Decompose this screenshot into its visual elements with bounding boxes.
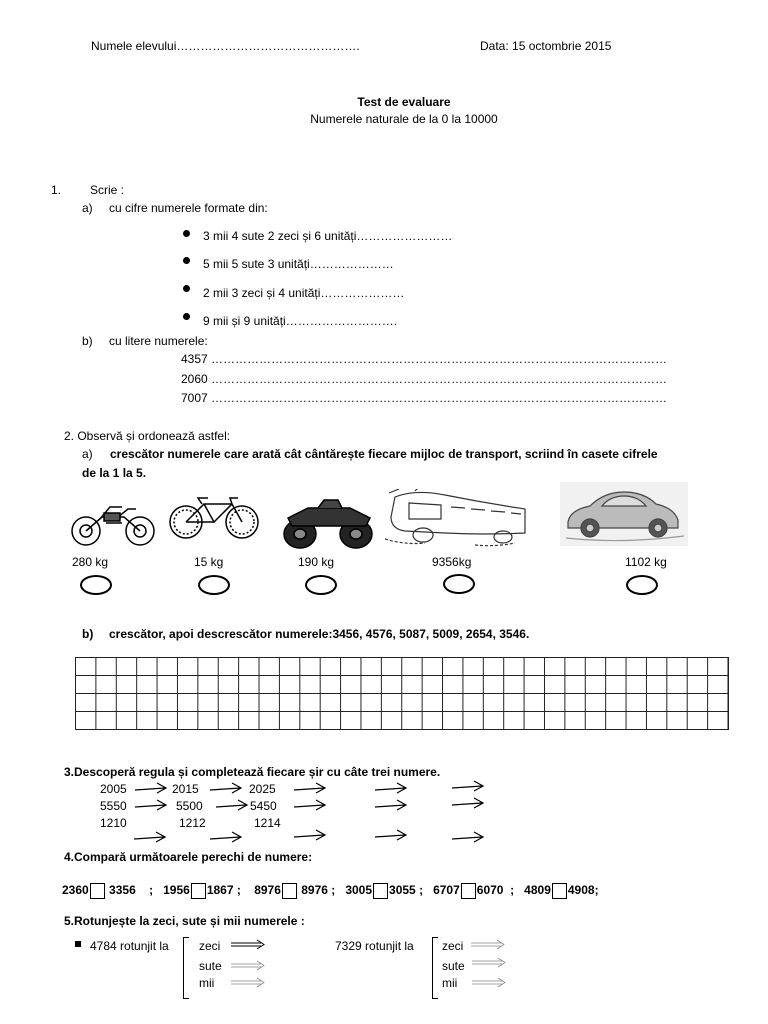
arrow-icon (135, 800, 166, 810)
compare-right: 3055 (389, 883, 416, 898)
ex4-label: 4.Compară următoarele perechi de numere: (64, 850, 313, 864)
double-arrow-icon (231, 978, 264, 987)
vehicle-weight: 15 kg (194, 555, 224, 569)
vehicle-weight: 190 kg (298, 555, 335, 569)
compare-box[interactable] (373, 883, 388, 899)
compare-left: 2360 (62, 883, 89, 898)
round-option: zeci (199, 939, 221, 953)
ex1-a-text: cu cifre numerele formate din: (109, 201, 268, 215)
arrow-icon (452, 832, 483, 842)
bullet-icon (183, 257, 190, 264)
answer-oval[interactable] (443, 574, 475, 594)
ex1-b-text: cu litere numerele: (109, 334, 208, 348)
ex2-a-text-2: de la 1 la 5. (82, 466, 147, 480)
arrow-icon (135, 783, 166, 793)
arrow-icon (452, 798, 483, 808)
ex1-item: 5 mii 5 sute 3 unități………………… (203, 257, 394, 271)
seq-value: 5550 (100, 799, 127, 813)
ex1-item: 2 mii 3 zeci și 4 unități………………… (203, 286, 405, 300)
round-option: mii (199, 976, 215, 990)
atv-icon (278, 498, 378, 550)
seq-value: 2025 (249, 782, 276, 796)
compare-left: 4809 (524, 883, 551, 898)
round-left-number: 4784 rotunjit la (90, 939, 169, 953)
round-right-number: 7329 rotunjit la (335, 939, 414, 953)
double-arrow-icon (231, 961, 264, 970)
seq-value: 2015 (172, 782, 199, 796)
compare-right: 8976 (301, 883, 328, 898)
double-arrow-icon (472, 978, 505, 987)
answer-oval[interactable] (198, 575, 230, 595)
arrow-icon (210, 783, 241, 793)
vehicle-weight: 1102 kg (625, 555, 667, 569)
answer-grid[interactable] (75, 657, 729, 730)
compare-box[interactable] (282, 883, 297, 899)
arrow-icon (294, 830, 325, 840)
compare-box[interactable] (191, 883, 206, 899)
compare-left: 3005 (345, 883, 373, 898)
ex1-a-label: a) (82, 201, 93, 215)
ex3-label: 3.Descoperă regula și completează fiecare șir cu câte trei numere. (64, 765, 441, 779)
ex2-b-text: crescător, apoi descrescător numerele:3456, 4576, 5087, 5009, 2654, 3546. (109, 627, 530, 641)
ex2-a-text: crescător numerele care arată cât cântărește fiecare mijloc de transport, scriind în casete cifrele (110, 447, 658, 461)
test-subtitle: Numerele naturale de la 0 la 10000 (310, 112, 498, 126)
double-arrow-icon (471, 940, 504, 949)
compare-right: 3356 (109, 883, 136, 898)
compare-box[interactable] (552, 883, 567, 899)
ex2-a-label: a) (82, 447, 93, 461)
bicycle-icon (166, 496, 262, 542)
round-option: sute (199, 959, 222, 973)
seq-value: 1210 (100, 816, 127, 830)
bullet-icon (183, 230, 190, 237)
arrow-icon (452, 781, 483, 791)
compare-row: 2360 3356 ; 1956 1867 ; 8976 8976 ; 3005 3055 ; 6707 6070 ; 4809 4908; (62, 883, 599, 898)
arrow-icon (216, 800, 247, 810)
answer-oval[interactable] (80, 575, 112, 595)
bus-icon (385, 489, 533, 549)
arrow-icon (294, 800, 325, 810)
seq-value: 1214 (254, 816, 281, 830)
rounding-arrows (0, 935, 768, 995)
ex2-label: 2. Observă și ordonează astfel: (64, 429, 231, 443)
test-title: Test de evaluare (357, 95, 451, 109)
double-arrow-icon (231, 940, 264, 949)
arrow-icon (375, 800, 406, 810)
motorcycle-icon (70, 497, 160, 555)
ex1-number: 1. (51, 183, 62, 197)
ex1-number-line: 4357 …………………………………………………………………………………………………… (181, 352, 668, 366)
ex1-number-line: 2060 …………………………………………………………………………………………………… (181, 372, 668, 386)
double-arrow-icon (472, 958, 505, 967)
compare-left: 1956 (163, 883, 190, 898)
compare-right: 4908 (567, 883, 595, 898)
vehicle-weight: 280 kg (72, 555, 109, 569)
compare-left: 6707 (433, 883, 460, 898)
ex5-label: 5.Rotunjește la zeci, sute și mii numerele : (64, 914, 305, 928)
arrow-icon (210, 832, 241, 842)
arrow-icon (375, 783, 406, 793)
ex1-item: 3 mii 4 sute 2 zeci și 6 unități…………………… (203, 229, 453, 243)
seq-value: 2005 (100, 782, 127, 796)
round-option: sute (442, 959, 465, 973)
arrow-icon (134, 832, 165, 842)
vehicle-weight: 9356kg (432, 555, 472, 569)
compare-right: 1867 (206, 883, 234, 898)
bullet-icon (183, 313, 190, 320)
round-option: zeci (442, 939, 464, 953)
answer-oval[interactable] (305, 575, 337, 595)
round-option: mii (442, 976, 458, 990)
student-name-field: Numele elevului………………………………………. (91, 39, 360, 53)
arrow-icon (294, 783, 325, 793)
bullet-icon (183, 285, 190, 292)
sequence-arrows (0, 770, 768, 850)
car-icon (560, 482, 688, 546)
compare-box[interactable] (461, 883, 476, 899)
ex2-b-label: b) (82, 627, 94, 641)
compare-right: 6070 (476, 883, 504, 898)
ex1-label: Scrie : (90, 183, 125, 197)
ex1-item: 9 mii și 9 unități………………………. (203, 314, 398, 328)
answer-oval[interactable] (626, 575, 658, 595)
compare-box[interactable] (90, 883, 105, 899)
seq-value: 5450 (250, 799, 277, 813)
seq-value: 5500 (176, 799, 203, 813)
arrow-icon (375, 830, 406, 840)
ex1-number-line: 7007 …………………………………………………………………………………………………… (181, 391, 668, 405)
date-label: Data: 15 octombrie 2015 (480, 39, 612, 53)
seq-value: 1212 (179, 816, 206, 830)
compare-left: 8976 (254, 883, 281, 898)
ex1-b-label: b) (82, 334, 93, 348)
